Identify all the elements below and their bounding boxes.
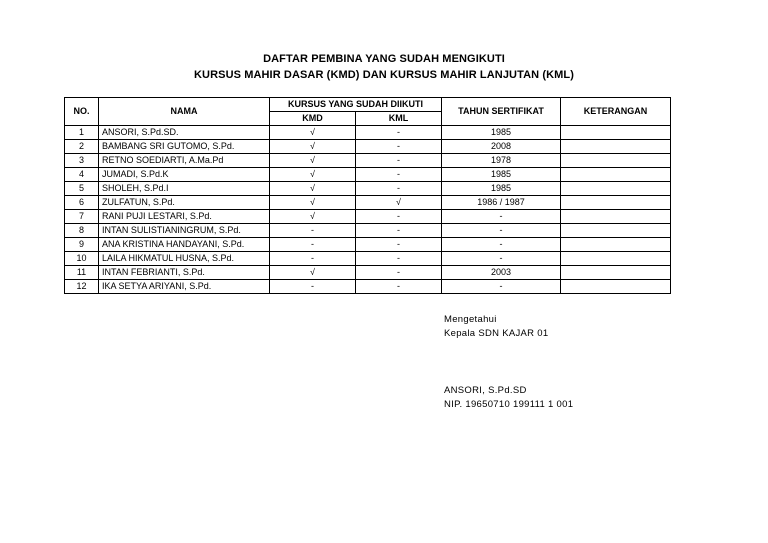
table-row [65, 126, 671, 140]
cell-no: 1 [65, 126, 99, 140]
cell-tahun: - [442, 280, 561, 294]
header-kmd: KMD [270, 112, 356, 126]
cell-kml: - [356, 140, 442, 154]
cell-tahun: 1986 / 1987 [442, 196, 561, 210]
header-nama: NAMA [99, 98, 270, 126]
cell-nama: INTAN SULISTIANINGRUM, S.Pd. [99, 224, 270, 238]
cell-tahun: - [442, 224, 561, 238]
cell-kmd: √ [270, 126, 356, 140]
cell-nama: RANI PUJI LESTARI, S.Pd. [99, 210, 270, 224]
cell-no: 2 [65, 140, 99, 154]
cell-kmd: √ [270, 210, 356, 224]
cell-kml: - [356, 280, 442, 294]
cell-no: 6 [65, 196, 99, 210]
cell-tahun: - [442, 238, 561, 252]
cell-nama: SHOLEH, S.Pd.I [99, 182, 270, 196]
cell-keterangan [561, 224, 671, 238]
cell-keterangan [561, 210, 671, 224]
cell-nama: ANA KRISTINA HANDAYANI, S.Pd. [99, 238, 270, 252]
mengetahui-label: Mengetahui [444, 314, 497, 325]
header-kml: KML [356, 112, 442, 126]
cell-nama: BAMBANG SRI GUTOMO, S.Pd. [99, 140, 270, 154]
cell-keterangan [561, 252, 671, 266]
signatory-name: ANSORI, S.Pd.SD [444, 385, 527, 396]
header-kursus: KURSUS YANG SUDAH DIIKUTI [270, 98, 442, 112]
table-row [65, 140, 671, 154]
header-no: NO. [65, 98, 99, 126]
cell-kml: - [356, 126, 442, 140]
pembina-table [64, 97, 671, 294]
cell-tahun: 1985 [442, 168, 561, 182]
table-row [65, 154, 671, 168]
cell-kmd: √ [270, 168, 356, 182]
cell-keterangan [561, 126, 671, 140]
cell-keterangan [561, 182, 671, 196]
cell-kml: - [356, 266, 442, 280]
table-row [65, 224, 671, 238]
cell-no: 11 [65, 266, 99, 280]
cell-tahun: 2008 [442, 140, 561, 154]
table-row [65, 266, 671, 280]
title-line-1: DAFTAR PEMBINA YANG SUDAH MENGIKUTI [263, 53, 505, 65]
cell-no: 7 [65, 210, 99, 224]
jabatan-label: Kepala SDN KAJAR 01 [444, 328, 549, 339]
cell-kml: - [356, 154, 442, 168]
cell-keterangan [561, 280, 671, 294]
cell-keterangan [561, 168, 671, 182]
cell-kmd: - [270, 238, 356, 252]
cell-keterangan [561, 266, 671, 280]
cell-kml: √ [356, 196, 442, 210]
document-title [0, 51, 768, 83]
cell-nama: LAILA HIKMATUL HUSNA, S.Pd. [99, 252, 270, 266]
cell-kmd: √ [270, 182, 356, 196]
cell-keterangan [561, 238, 671, 252]
cell-nama: IKA SETYA ARIYANI, S.Pd. [99, 280, 270, 294]
cell-kmd: √ [270, 154, 356, 168]
cell-tahun: 1985 [442, 126, 561, 140]
cell-kmd: - [270, 280, 356, 294]
cell-nama: ANSORI, S.Pd.SD. [99, 126, 270, 140]
cell-kmd: √ [270, 266, 356, 280]
cell-no: 3 [65, 154, 99, 168]
cell-tahun: 1978 [442, 154, 561, 168]
cell-tahun: 1985 [442, 182, 561, 196]
cell-keterangan [561, 140, 671, 154]
table-row [65, 252, 671, 266]
cell-nama: RETNO SOEDIARTI, A.Ma.Pd [99, 154, 270, 168]
cell-tahun: - [442, 210, 561, 224]
signatory-block [444, 384, 573, 412]
table-row [65, 168, 671, 182]
table-row [65, 210, 671, 224]
cell-no: 12 [65, 280, 99, 294]
signature-block [444, 313, 548, 341]
cell-keterangan [561, 196, 671, 210]
cell-keterangan [561, 154, 671, 168]
cell-no: 9 [65, 238, 99, 252]
cell-tahun: - [442, 252, 561, 266]
title-line-2: KURSUS MAHIR DASAR (KMD) DAN KURSUS MAHIR LANJUTAN (KML) [194, 69, 574, 81]
cell-kmd: √ [270, 196, 356, 210]
table-row [65, 280, 671, 294]
cell-kml: - [356, 224, 442, 238]
header-tahun-sertifikat: TAHUN SERTIFIKAT [442, 98, 561, 126]
cell-kml: - [356, 252, 442, 266]
cell-tahun: 2003 [442, 266, 561, 280]
table-row [65, 196, 671, 210]
cell-nama: JUMADI, S.Pd.K [99, 168, 270, 182]
table-body [65, 126, 671, 294]
cell-nama: INTAN FEBRIANTI, S.Pd. [99, 266, 270, 280]
cell-kmd: - [270, 224, 356, 238]
cell-kml: - [356, 210, 442, 224]
table-row [65, 238, 671, 252]
table-row [65, 182, 671, 196]
header-keterangan: KETERANGAN [561, 98, 671, 126]
cell-kml: - [356, 182, 442, 196]
cell-no: 5 [65, 182, 99, 196]
cell-kmd: √ [270, 140, 356, 154]
cell-kmd: - [270, 252, 356, 266]
cell-no: 4 [65, 168, 99, 182]
cell-kml: - [356, 168, 442, 182]
cell-no: 10 [65, 252, 99, 266]
signatory-nip: NIP. 19650710 199111 1 001 [444, 399, 574, 410]
cell-nama: ZULFATUN, S.Pd. [99, 196, 270, 210]
cell-no: 8 [65, 224, 99, 238]
cell-kml: - [356, 238, 442, 252]
